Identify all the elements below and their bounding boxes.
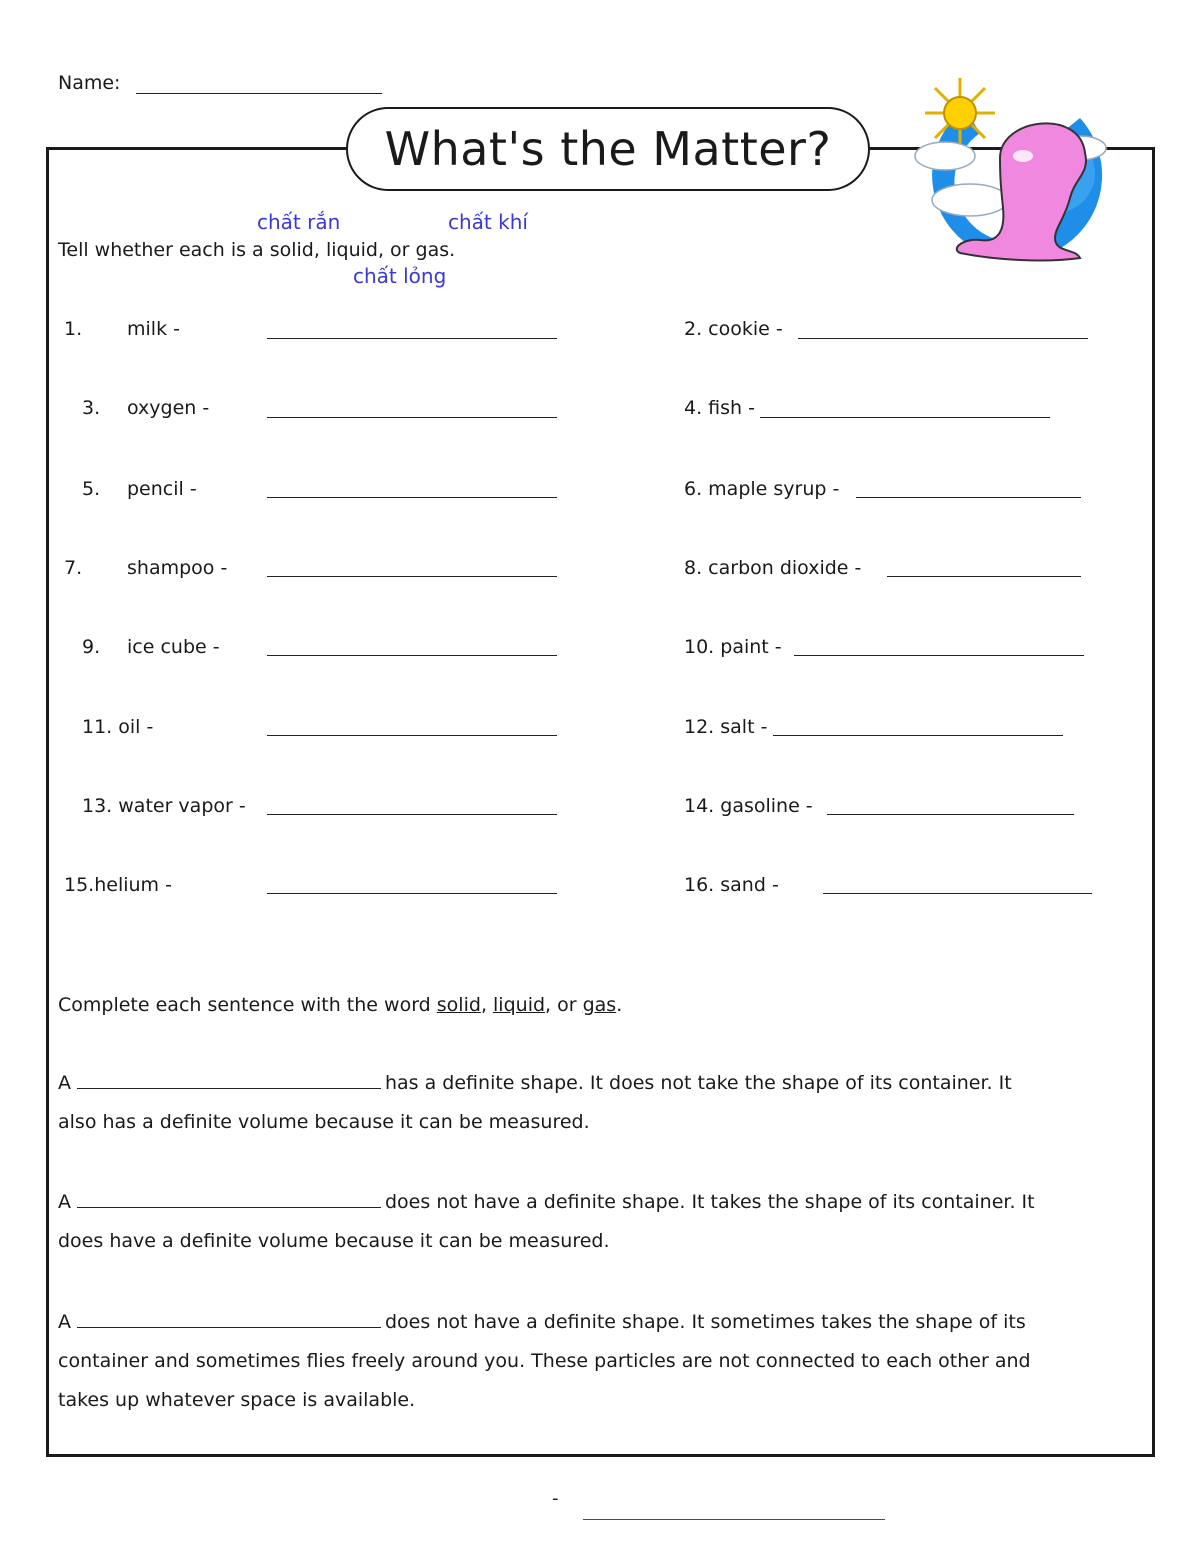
melting-icecream-sun-icon <box>905 78 1110 263</box>
item-label: ice cube - <box>127 636 220 658</box>
answer-line[interactable] <box>798 338 1088 339</box>
translation-gas: chất khí <box>448 210 528 234</box>
item-number: 3. <box>82 397 101 419</box>
sentence-blank[interactable] <box>77 1070 381 1089</box>
answer-line[interactable] <box>856 497 1081 498</box>
item-label: 2. cookie - <box>684 318 783 340</box>
title-banner <box>346 107 870 191</box>
answer-line[interactable] <box>267 893 557 894</box>
answer-line[interactable] <box>267 576 557 577</box>
translation-liquid: chất lỏng <box>353 264 447 288</box>
footer-link-line[interactable] <box>583 1519 885 1520</box>
item-label: oxygen - <box>127 397 210 419</box>
answer-line[interactable] <box>794 655 1084 656</box>
item-label: 4. fish - <box>684 397 755 419</box>
item-label: 8. carbon dioxide - <box>684 557 862 579</box>
instructions-text: Tell whether each is a solid, liquid, or gas. <box>58 239 456 261</box>
answer-line[interactable] <box>267 814 557 815</box>
answer-line[interactable] <box>773 735 1063 736</box>
sentence-2: A does not have a definite shape. It takes the shape of its container. It does have a definite volume because it can be measured. <box>58 1191 1035 1252</box>
answer-line[interactable] <box>827 814 1074 815</box>
answer-line[interactable] <box>823 893 1092 894</box>
item-label: 11. oil - <box>82 716 154 738</box>
sentence-blank[interactable] <box>77 1309 381 1328</box>
sentence-blank[interactable] <box>77 1189 381 1208</box>
answer-line[interactable] <box>267 417 557 418</box>
answer-line[interactable] <box>760 417 1050 418</box>
word-liquid: liquid <box>493 994 546 1016</box>
item-label: 15.helium - <box>64 874 172 896</box>
item-label: 6. maple syrup - <box>684 478 840 500</box>
item-label: 16. sand - <box>684 874 779 896</box>
answer-line[interactable] <box>267 338 557 339</box>
answer-line[interactable] <box>267 497 557 498</box>
item-label: shampoo - <box>127 557 228 579</box>
item-label: pencil - <box>127 478 197 500</box>
word-solid: solid <box>436 994 481 1016</box>
name-label: Name: <box>58 72 121 94</box>
answer-line[interactable] <box>267 735 557 736</box>
item-label: 10. paint - <box>684 636 782 658</box>
answer-line[interactable] <box>267 655 557 656</box>
section2-instructions: Complete each sentence with the word solid, liquid, or gas. <box>58 994 623 1016</box>
footer-dash: - <box>552 1488 559 1509</box>
item-label: 13. water vapor - <box>82 795 246 817</box>
sentence-1: A has a definite shape. It does not take the shape of its container. It also has a definite volume because it can be measured. <box>58 1072 1012 1133</box>
item-number: 9. <box>82 636 101 658</box>
word-gas: gas <box>582 994 617 1016</box>
item-label: 14. gasoline - <box>684 795 813 817</box>
page-title: What's the Matter? <box>384 122 832 176</box>
name-field[interactable] <box>136 93 382 94</box>
item-number: 1. <box>64 318 83 340</box>
answer-line[interactable] <box>887 576 1081 577</box>
item-label: 12. salt - <box>684 716 768 738</box>
translation-solid: chất rắn <box>257 210 341 234</box>
sentence-3: A does not have a definite shape. It sometimes takes the shape of its container and sometimes flies freely around you. These particles are not connected to each other and takes up whatever space is available. <box>58 1311 1031 1411</box>
item-number: 5. <box>82 478 101 500</box>
item-number: 7. <box>64 557 83 579</box>
item-label: milk - <box>127 318 180 340</box>
